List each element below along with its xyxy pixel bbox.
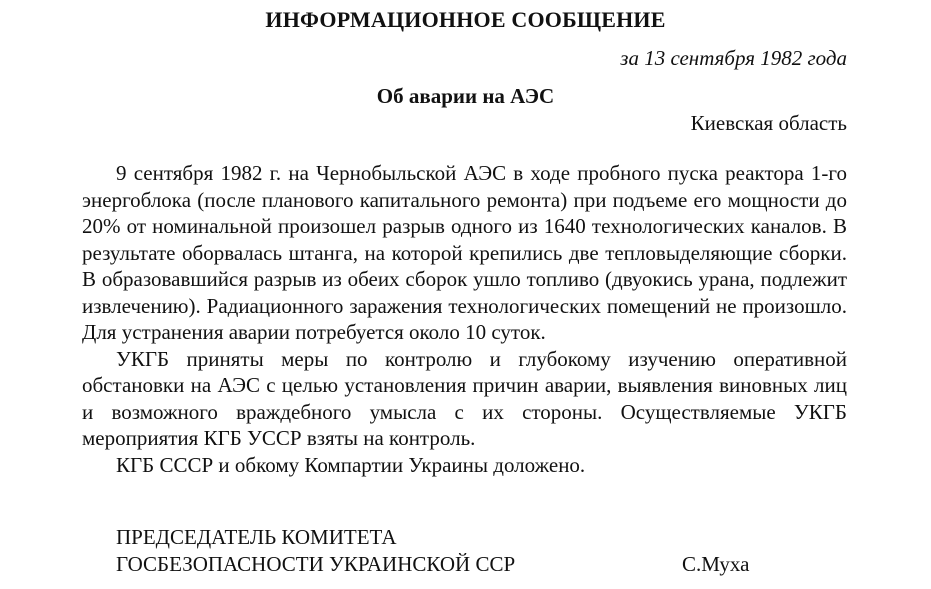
document-date: за 13 сентября 1982 года: [620, 46, 847, 70]
signer-position-line-1: ПРЕДСЕДАТЕЛЬ КОМИТЕТА: [116, 525, 397, 549]
document-region: Киевская область: [690, 111, 847, 135]
signer-name: С.Муха: [682, 552, 750, 576]
signature-line-1: [116, 524, 816, 551]
signer-position-line-2: ГОСБЕЗОПАСНОСТИ УКРАИНСКОЙ ССР: [116, 552, 516, 576]
body-paragraph-1: 9 сентября 1982 г. на Чернобыльской АЭС в ходе пробного пуска реактора 1-го энергоблока (после планового капитального ремонта) при подъеме его мощности до 20% от номинальной произошел разрыв одного из 1640 технологических каналов. В результате оборвалась штанга, на которой крепились две тепловыделяющие сборки. В образовавшийся разрыв из обеих сборок ушло топливо (двуокись урана, подлежит извлечению). Радиационного заражения технологических помещений не произошло. Для устранения аварии потребуется около 10 суток.: [82, 161, 847, 344]
signature-line-2: [116, 551, 816, 578]
body-paragraph-2: УКГБ приняты меры по контролю и глубокому изучению оперативной обстановки на АЭС с целью установления причин аварии, выявления виновных лиц и возможного враждебного умысла с их стороны. Осуществляемые УКГБ мероприятия КГБ УССР взяты на контроль.: [82, 346, 847, 450]
body-paragraph-3: КГБ СССР и обкому Компартии Украины доложено.: [116, 452, 586, 477]
signature-block: [116, 524, 816, 578]
document-subject: Об аварии на АЭС: [376, 84, 555, 108]
document-heading: ИНФОРМАЦИОННОЕ СООБЩЕНИЕ: [265, 7, 666, 32]
document-body: [82, 160, 847, 478]
